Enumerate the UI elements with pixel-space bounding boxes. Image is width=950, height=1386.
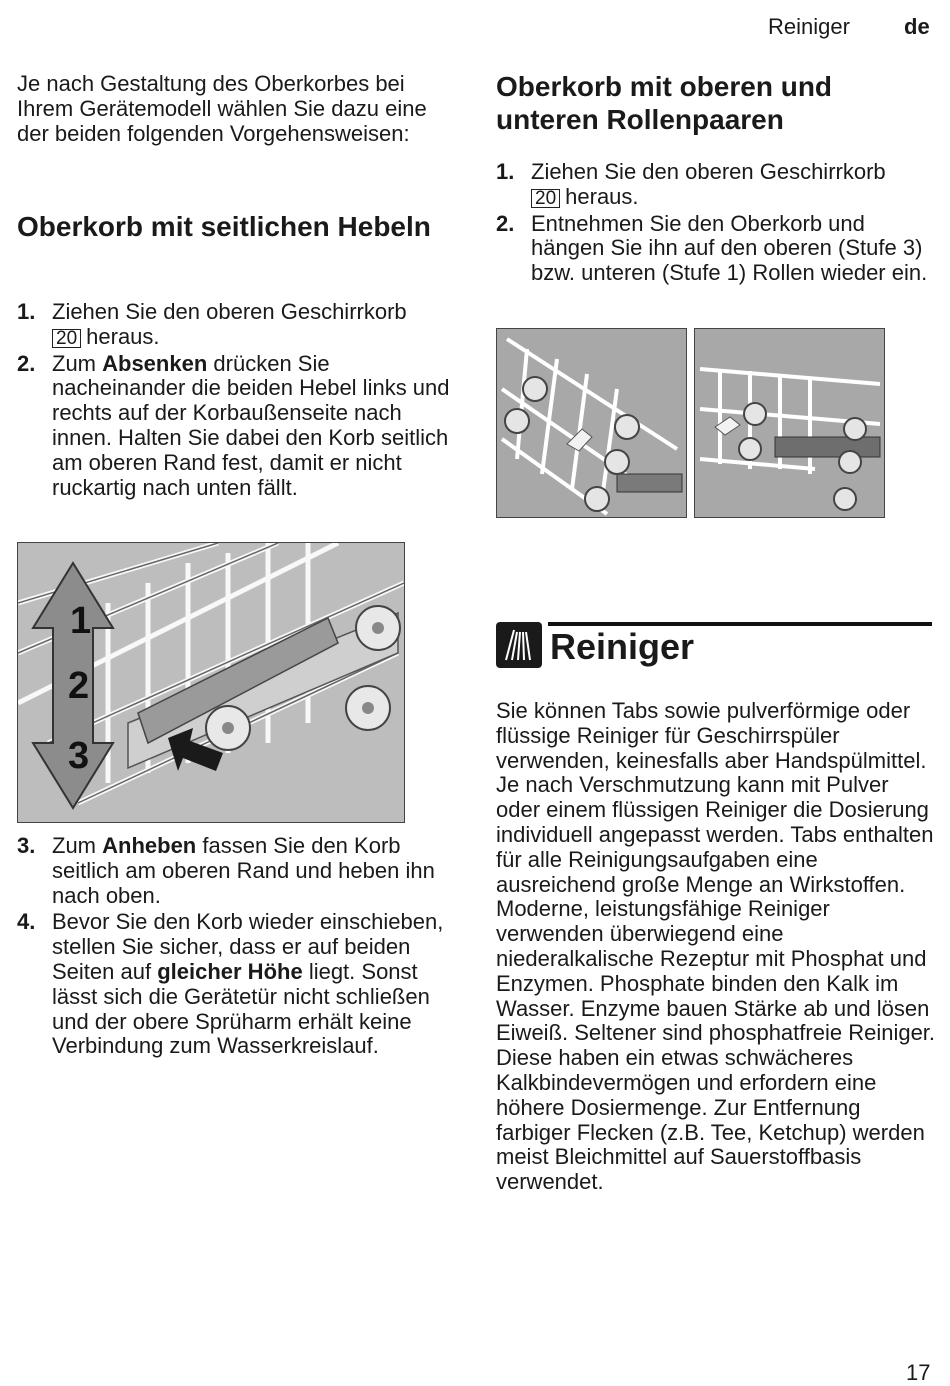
illustration-rollers-upper (496, 328, 687, 518)
illustration-rollers-lower (694, 328, 885, 518)
heading-lateral-levers: Oberkorb mit seitlichen Hebeln (17, 211, 431, 242)
step-1: 1. Ziehen Sie den oberen Geschirrkorb 20 heraus. (17, 299, 407, 349)
right-step-1: 1. Ziehen Sie den oberen Geschirrkorb 20 heraus. (496, 159, 886, 209)
header-section-title: Reiniger (768, 14, 850, 39)
level-label-3: 3 (68, 735, 90, 777)
section-title-reiniger: Reiniger (550, 626, 695, 667)
steps-list-a (17, 300, 462, 500)
step-2: 2. Zum Absenken drücken Sie nacheinander die beiden Hebel links und rechts auf der Korbaußenseite nach innen. Halten Sie dabei den Korb seitlich am oberen Rand fest, damit er nicht ruckartig nach unten fällt. (17, 350, 450, 500)
header-language: de (904, 14, 930, 39)
steps-list-right (496, 160, 936, 286)
right-step-2: 2. Entnehmen Sie den Oberkorb und hängen Sie ihn auf den oberen (Stufe 3) bzw. unteren (Stufe 1) Rollen wieder ein. (496, 210, 928, 286)
level-label-1: 1 (70, 600, 92, 642)
detergent-section-icon (496, 622, 542, 668)
level-label-2: 2 (68, 665, 90, 707)
step-4: 4. Bevor Sie den Korb wieder einschieben, stellen Sie sicher, dass er auf beiden Seiten auf gleicher Höhe liegt. Sonst lässt sich die Gerätetür nicht schließen und der obere Sprüharm erhält keine Verbindung zum Wasserkreislauf. (17, 909, 444, 1059)
detergent-body-paragraph: Sie können Tabs sowie pulverförmige oder flüssige Reiniger für Geschirrspüler verwenden, keinesfalls aber Handspülmittel. Je nach Verschmutzung kann mit Pulver oder einem flüssigen Reiniger die Dosierung individuell angepasst werden. Tabs enthalten für alle Reinigungsaufgaben eine ausreichend große Menge an Wirkstoffen. Moderne, leistungsfähige Reiniger verwenden überwiegend eine niederalkalische Rezeptur mit Phosphat und Enzymen. Phosphate binden den Kalk im Wasser. Enzyme bauen Stärke ab und lösen Eiweiß. Seltener sind phosphatfreie Reiniger. Diese haben ein etwas schwächeres Kalkbindevermögen und erfordern eine höhere Dosiermenge. Zur Entfernung farbiger Flecken (z.B. Tee, Ketchup) werden meist Bleichmittel auf Sauerstoffbasis verwendet. (496, 698, 936, 1195)
reference-box: 20 (52, 329, 81, 348)
left-column (17, 72, 462, 146)
reference-box: 20 (531, 189, 560, 208)
heading-roller-pairs: Oberkorb mit oberen und unteren Rollenpaaren (496, 71, 833, 135)
step-3: 3. Zum Anheben fassen Sie den Korb seitlich am oberen Rand und heben ihn nach oben. (17, 833, 435, 908)
page-number: 17 (906, 1360, 931, 1385)
intro-paragraph: Je nach Gestaltung des Oberkorbes bei Ihrem Gerätemodell wählen Sie dazu eine der beiden folgenden Vorgehensweisen: (17, 71, 427, 146)
steps-list-b (17, 834, 462, 1059)
illustration-lever-basket (17, 542, 405, 823)
